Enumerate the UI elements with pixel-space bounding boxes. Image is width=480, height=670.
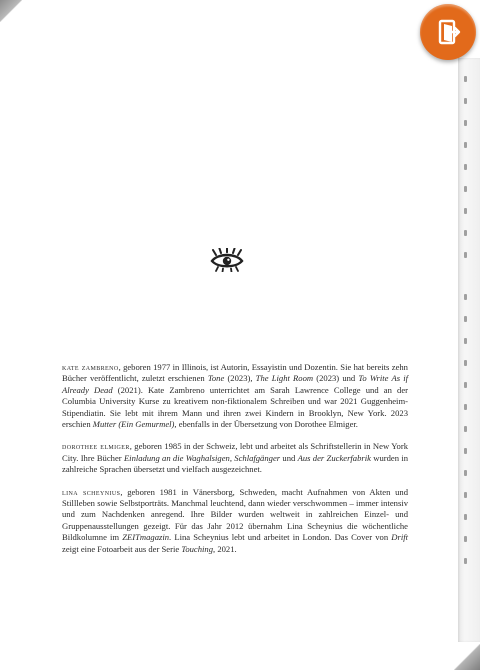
bio-paragraph bbox=[62, 441, 408, 475]
text-run: zeigt eine Fotoarbeit aus der Serie bbox=[62, 543, 182, 554]
edge-tick bbox=[464, 426, 467, 432]
italic-title: Aus der Zuckerfabrik bbox=[297, 452, 371, 463]
edge-tick bbox=[464, 404, 467, 410]
edge-tick bbox=[464, 514, 467, 520]
text-run: , ebenfalls in der Übersetzung von Dorothee Elmiger. bbox=[174, 419, 358, 430]
italic-title: Mutter (Ein Gemurmel) bbox=[92, 419, 175, 430]
italic-title: Drift bbox=[391, 532, 408, 543]
edge-tick bbox=[464, 558, 467, 564]
italic-title: The Light Room bbox=[255, 373, 314, 384]
edge-tick bbox=[464, 252, 467, 258]
edge-tick bbox=[464, 360, 467, 366]
text-run: , geboren 1981 in Vänersborg, Schweden, macht Aufnahmen von Akten und Stillleben sowie Selbstporträts. Manchmal leuchtend, dann wieder verschwommen – immer intensiv und zum Nachdenken anregend. Ihre Bilder wurden weltweit in zahlreichen Einzel- und Gruppenausstellungen gezeigt. Für das Jahr 2012 übernahm Lina Scheynius die wöchentliche Bildkolumne im bbox=[62, 486, 409, 543]
edge-tick bbox=[464, 492, 467, 498]
edge-tick bbox=[464, 382, 467, 388]
edge-tick bbox=[464, 98, 467, 104]
eye-icon bbox=[210, 248, 244, 272]
edge-tick bbox=[464, 470, 467, 476]
edge-tick bbox=[464, 164, 467, 170]
edge-tick bbox=[464, 120, 467, 126]
italic-title: Schlafgänger bbox=[234, 452, 281, 463]
bio-paragraph bbox=[62, 487, 408, 555]
edge-tick bbox=[464, 536, 467, 542]
italic-title: Tone bbox=[207, 373, 225, 384]
reader-mode-button[interactable] bbox=[420, 4, 476, 60]
edge-tick bbox=[464, 208, 467, 214]
edge-tick bbox=[464, 338, 467, 344]
edge-tick bbox=[464, 230, 467, 236]
italic-title: To Write As if Already Dead bbox=[62, 373, 408, 395]
edge-tick bbox=[464, 76, 467, 82]
italic-title: Touching bbox=[181, 543, 214, 554]
author-name: dorothee elmiger bbox=[62, 441, 130, 452]
text-run: (2023) und bbox=[313, 373, 359, 384]
edge-tick bbox=[464, 186, 467, 192]
edge-tick bbox=[464, 142, 467, 148]
text-run: , geboren 1977 in Illinois, ist Autorin, Essayistin und Dozentin. Sie hat bereits zehn Bücher veröffentlicht, zuletzt erschienen bbox=[62, 362, 408, 384]
text-run: (2021). Kate Zambreno unterrichtet am Sarah Lawrence College und an der Columbia University Kurse zu kreativem non-fiktionalem Schreiben und war 2021 Guggenheim-Stipendiatin. Sie lebt mit ihrem Mann und ihren zwei Kindern in Brooklyn, New York. 2023 erschien bbox=[62, 384, 408, 430]
page-edge-strip[interactable] bbox=[458, 58, 480, 642]
bio-paragraph bbox=[62, 362, 408, 430]
author-name: kate zambreno bbox=[62, 362, 119, 372]
edge-tick bbox=[464, 316, 467, 322]
book-exit-icon bbox=[433, 17, 463, 47]
author-bios bbox=[62, 362, 408, 566]
bio-text bbox=[62, 362, 408, 429]
author-name: lina scheynius bbox=[62, 486, 121, 497]
page-curl-bottom-right[interactable] bbox=[454, 644, 480, 670]
italic-title: Einladung an die Waghalsigen bbox=[123, 452, 230, 463]
text-run: , bbox=[229, 452, 235, 463]
text-run: und bbox=[280, 452, 298, 463]
text-run: , 2021. bbox=[213, 543, 237, 554]
edge-tick bbox=[464, 448, 467, 454]
italic-title: ZEITmagazin bbox=[122, 532, 170, 543]
text-run: (2023), bbox=[224, 373, 256, 384]
text-run: , geboren 1985 in der Schweiz, lebt und arbeitet als Schriftstellerin in New York City. Ihre Bücher bbox=[62, 441, 408, 463]
edge-tick bbox=[464, 294, 467, 300]
text-run: wurden in zahlreiche Sprachen übersetzt und vielfach ausgezeichnet. bbox=[62, 452, 409, 475]
page-curl-top-left[interactable] bbox=[0, 0, 22, 22]
text-run: . Lina Scheynius lebt und arbeitet in London. Das Cover von bbox=[169, 532, 392, 543]
